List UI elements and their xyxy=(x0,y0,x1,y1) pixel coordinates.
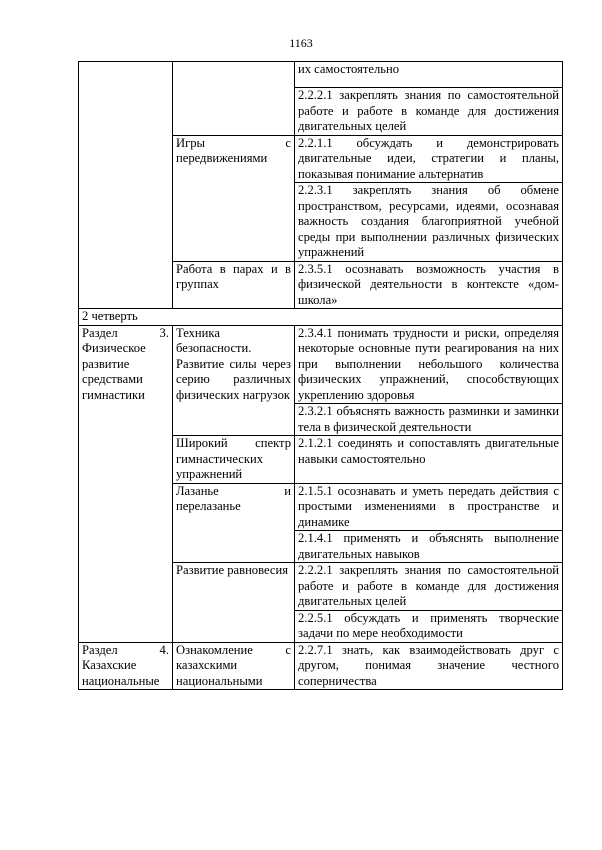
topic-cell: Развитие равновесия xyxy=(173,563,295,643)
topic-cell: Техника безопасности. Развитие силы через серию различных физических нагрузок xyxy=(173,325,295,436)
objective-cell: 2.2.3.1 закреплять знания об обмене пространством, ресурсами, идеями, осознавая важность создания благоприятной учебной среды при выполнении различных физических упражнений xyxy=(295,183,563,262)
objective-cell: 2.3.5.1 осознавать возможность участия в физической деятельности в контексте «дом-школа» xyxy=(295,261,563,309)
objective-cell: 2.1.2.1 соединять и сопоставлять двигательные навыки самостоятельно xyxy=(295,436,563,484)
objective-cell: 2.3.2.1 объяснять важность разминки и заминки тела в физической деятельности xyxy=(295,404,563,436)
topic-cell: Ознакомление с казахскими национальными xyxy=(173,642,295,690)
quarter-heading: 2 четверть xyxy=(79,309,563,326)
topic-cell: Лазанье и перелазанье xyxy=(173,483,295,563)
table-row xyxy=(79,62,563,88)
section-cell xyxy=(79,62,173,309)
objective-cell: 2.3.4.1 понимать трудности и риски, определяя некоторые основные пути реагирования на них при выполнении небольшого количества физических упражнений, способствующих укреплению здоровья xyxy=(295,325,563,404)
table-row xyxy=(79,325,563,404)
page-number: 1163 xyxy=(289,36,313,50)
topic-cell: Широкий спектр гимнастических упражнений xyxy=(173,436,295,484)
objective-cell: их самостоятельно xyxy=(295,62,563,88)
quarter-row xyxy=(79,309,563,326)
section-cell: Раздел 4. Казахские национальные xyxy=(79,642,173,690)
objective-cell: 2.1.5.1 осознавать и уметь передать действия с простыми изменениями в пространстве и динамике xyxy=(295,483,563,531)
section-cell: Раздел 3. Физическое развитие средствами гимнастики xyxy=(79,325,173,642)
topic-cell xyxy=(173,62,295,136)
objective-cell: 2.2.5.1 обсуждать и применять творческие задачи по мере необходимости xyxy=(295,610,563,642)
objective-cell: 2.1.4.1 применять и объяснять выполнение двигательных навыков xyxy=(295,531,563,563)
table-row xyxy=(79,642,563,690)
topic-cell: Работа в парах и в группах xyxy=(173,261,295,309)
objective-cell: 2.2.1.1 обсуждать и демонстрировать двигательные идеи, стратегии и планы, показывая понимание альтернатив xyxy=(295,135,563,183)
topic-cell: Игры с передвижениями xyxy=(173,135,295,261)
objective-cell: 2.2.2.1 закреплять знания по самостоятельной работе и работе в команде для достижения двигательных целей xyxy=(295,563,563,611)
objective-cell: 2.2.7.1 знать, как взаимодействовать друг с другом, понимая значение честного соперничества xyxy=(295,642,563,690)
curriculum-table xyxy=(78,61,563,690)
objective-cell: 2.2.2.1 закреплять знания по самостоятельной работе и работе в команде для достижения двигательных целей xyxy=(295,88,563,136)
